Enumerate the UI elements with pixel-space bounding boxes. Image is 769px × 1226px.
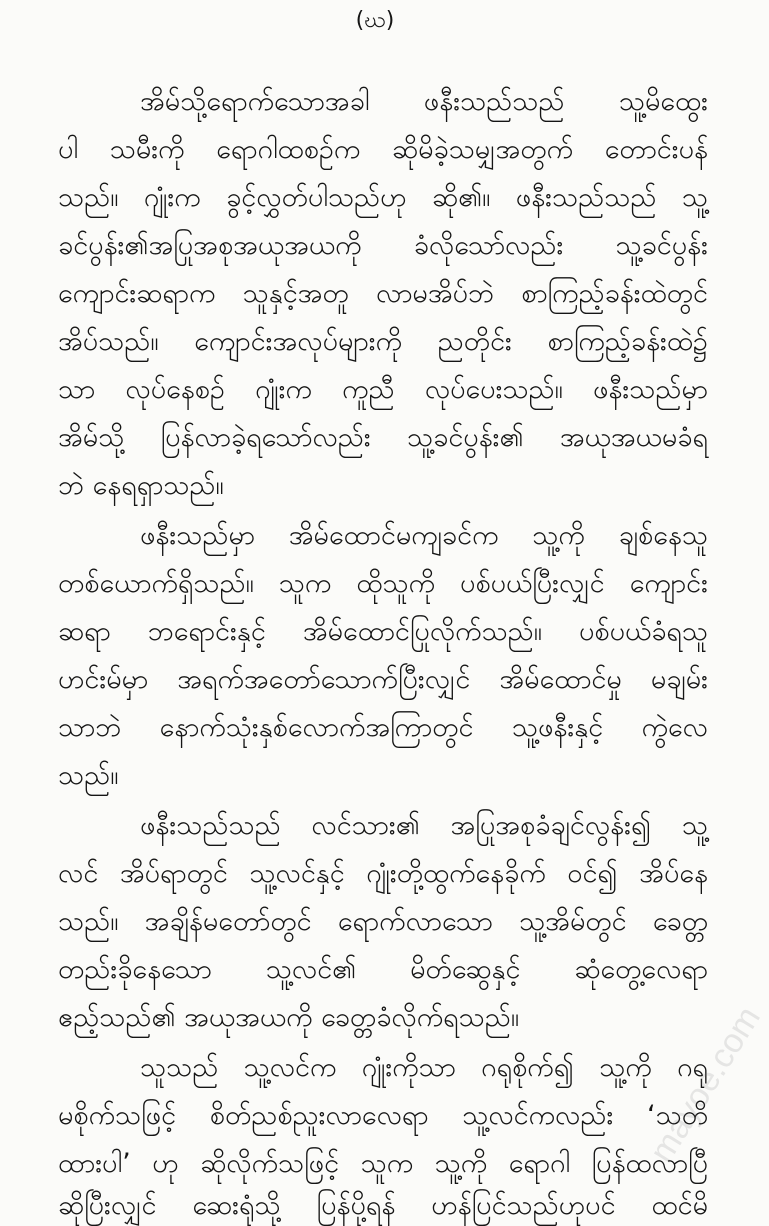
text-line: အိပ်သည်။ ကျောင်းအလုပ်များကို ညတိုင်း စာကြည့်ခန်းထဲ၌ bbox=[58, 326, 708, 357]
text-line: လင် အိပ်ရာတွင် သူ့လင်နှင့် ဂျုံးတို့ထွက်နေခိုက် ဝင်၍ အိပ်နေ bbox=[58, 858, 708, 889]
text-line: သည်။ bbox=[58, 760, 119, 791]
text-line: ဟင်းမ်မှာ အရက်အတော်သောက်ပြီးလျှင် အိမ်ထောင်မှု မချမ်း bbox=[58, 664, 708, 695]
text-line: ဖနီးသည်မှာ အိမ်ထောင်မကျခင်က သူ့ကို ချစ်နေသူ bbox=[140, 520, 708, 551]
text-line: ခင်ပွန်း၏အပြုအစုအယုအယကို ခံလိုသော်လည်း သူ့ခင်ပွန်း bbox=[58, 230, 708, 261]
text-line: တစ်ယောက်ရှိသည်။ သူက ထိုသူကို ပစ်ပယ်ပြီးလျှင် ကျောင်း bbox=[58, 568, 708, 599]
text-line: ကျောင်းဆရာက သူနှင့်အတူ လာမအိပ်ဘဲ စာကြည့်ခန်းထဲတွင် bbox=[58, 278, 708, 309]
text-line: အိမ်သို့ ပြန်လာခဲ့ရသော်လည်း သူ့ခင်ပွန်း၏ အယုအယမခံရ bbox=[58, 422, 708, 453]
text-line: ဘဲ နေရရှာသည်။ bbox=[58, 470, 224, 501]
text-line: ထားပါ’ ဟု ဆိုလိုက်သဖြင့် သူက သူ့ကို ရောဂါ ပြန်ထလာပြီ bbox=[58, 1148, 708, 1179]
text-line: ဆိုပြီးလျှင် ဆေးရုံသို့ ပြန်ပို့ရန် ဟန်ပြင်သည်ဟုပင် ထင်မိ bbox=[58, 1190, 708, 1221]
text-line: သာဘဲ နောက်သုံးနှစ်လောက်အကြာတွင် သူ့ဖနီးနှင့် ကွဲလေ bbox=[58, 712, 708, 743]
text-line: သာ လုပ်နေစဉ် ဂျုံးက ကူညီ လုပ်ပေးသည်။ ဖနီးသည်မှာ bbox=[58, 374, 708, 405]
watermark: mayoe.com bbox=[642, 1000, 769, 1170]
text-line: သူသည် သူ့လင်က ဂျုံးကိုသာ ဂရုစိုက်၍ သူ့ကို ဂရု bbox=[140, 1052, 708, 1083]
text-line: မစိုက်သဖြင့် စိတ်ညစ်ညူးလာလေရာ သူ့လင်ကလည်း ‘သတိ bbox=[58, 1100, 708, 1131]
text-line: တည်းခိုနေသော သူ့လင်၏ မိတ်ဆွေနှင့် ဆုံတွေ့လေရာ bbox=[58, 954, 708, 985]
page-number: (ဃ) bbox=[355, 8, 395, 33]
text-line: အိမ်သို့ရောက်သောအခါ ဖနီးသည်သည် သူ့မိထွေး bbox=[140, 86, 708, 117]
text-line: ပါ သမီးကို ရောဂါထစဉ်က ဆိုမိခဲ့သမျှအတွက် တောင်းပန် bbox=[58, 134, 708, 165]
text-line: ဆရာ ဘရောင်းနှင့် အိမ်ထောင်ပြုလိုက်သည်။ ပစ်ပယ်ခံရသူ bbox=[58, 616, 708, 647]
text-line: သည်။ အချိန်မတော်တွင် ရောက်လာသော သူ့အိမ်တွင် ခေတ္တ bbox=[58, 906, 708, 937]
text-line: ဧည့်သည်၏ အယုအယကို ခေတ္တခံလိုက်ရသည်။ bbox=[58, 1002, 520, 1033]
text-line: သည်။ ဂျုံးက ခွင့်လွှတ်ပါသည်ဟု ဆို၏။ ဖနီးသည်သည် သူ့ bbox=[58, 182, 708, 213]
text-line: ဖနီးသည်သည် လင်သား၏ အပြုအစုခံချင်လွန်း၍ သူ့ bbox=[140, 810, 708, 841]
